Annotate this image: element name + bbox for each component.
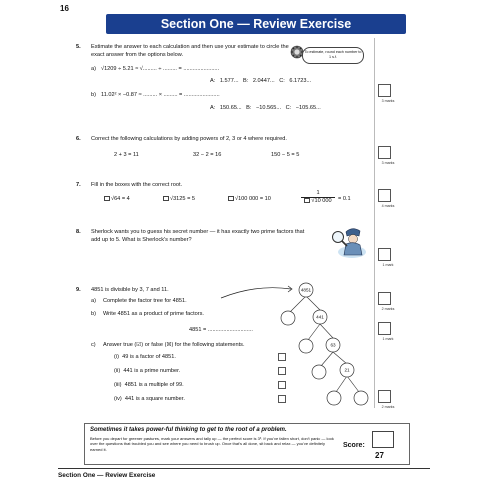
tree-label-n2: 63	[330, 342, 336, 348]
root-answer-box[interactable]	[104, 196, 110, 201]
marks-box-q9b[interactable]	[378, 322, 391, 335]
marks-box-q9a[interactable]	[378, 292, 391, 305]
bottom-caption: Section One — Review Exercise	[58, 472, 156, 479]
footer-rule	[58, 468, 430, 469]
tree-node-empty	[299, 339, 313, 353]
marks-label-q6: 3 marks	[381, 161, 395, 165]
q9a-text: Complete the factor tree for 4851.	[103, 298, 187, 304]
marks-label-q8: 1 mark	[382, 263, 394, 267]
q5b-options[interactable]: A: 150.65... B: −10.565... C: −105.65...	[210, 105, 321, 111]
q5b-label: b)	[91, 92, 96, 98]
marks-label-q7: 4 marks	[381, 204, 395, 208]
root-answer-box[interactable]	[304, 198, 310, 203]
tree-node-empty	[354, 391, 368, 405]
question-text: 4851 is divisible by 3, 7 and 11.	[91, 287, 169, 293]
section-header: Section One — Review Exercise	[106, 14, 406, 34]
q5b-expression[interactable]: 11.02² × −0.87 ≈ ......... × ......... = .......................	[101, 92, 220, 98]
page-number: 16	[60, 4, 69, 13]
statement-ii: (ii) 441 is a prime number.	[114, 368, 181, 374]
fraction-denominator: √10 000	[301, 197, 335, 204]
q9a-label: a)	[91, 298, 96, 304]
marks-box-q6[interactable]	[378, 146, 391, 159]
marks-box-q7[interactable]	[378, 189, 391, 202]
root-answer-box[interactable]	[228, 196, 234, 201]
marks-box-q9c[interactable]	[378, 390, 391, 403]
fraction-numerator: 1	[316, 190, 320, 196]
factor-tree[interactable]	[276, 280, 376, 420]
workbook-page	[58, 0, 430, 488]
q7-item-3[interactable]: √100 000 = 10	[228, 196, 271, 202]
q7-item-4-fraction[interactable]	[301, 190, 335, 204]
tree-node-empty	[327, 391, 341, 405]
marks-label-q9b: 1 mark	[382, 337, 394, 341]
statement-i: (i) 49 is a factor of 4851.	[114, 354, 176, 360]
q6-item-1[interactable]: 2 + 3 = 11	[114, 152, 139, 158]
q7-item-4-result: = 0.1	[338, 196, 351, 202]
q7-item-1[interactable]: √64 = 4	[104, 196, 130, 202]
q9c-label: c)	[91, 342, 96, 348]
marks-label-q9c: 2 marks	[381, 405, 395, 409]
question-number: 7.	[76, 182, 81, 188]
q9b-text: Write 4851 as a product of prime factors.	[103, 311, 204, 317]
estimate-tip: To estimate, round each number to 1 s.f.	[302, 47, 364, 64]
question-text: Sherlock wants you to guess his secret number — it has exactly two prime factors that add up to 5. What is Sherlock's number?	[91, 229, 305, 243]
tree-label-n1: 441	[316, 314, 324, 320]
question-number: 8.	[76, 229, 81, 235]
sherlock-magnifier-icon	[328, 224, 368, 260]
score-summary-panel	[84, 423, 410, 465]
marks-box-q8[interactable]	[378, 248, 391, 261]
q9b-answer-line[interactable]: 4851 = .............................	[189, 327, 253, 333]
question-text: Correct the following calculations by adding powers of 2, 3 or 4 where required.	[91, 136, 287, 142]
q5a-options[interactable]: A: 1.577... B: 2.0447... C: 6.1723...	[210, 78, 312, 84]
score-total: 27	[375, 451, 384, 460]
question-number: 5.	[76, 44, 81, 50]
q5a-expression[interactable]: √1209 ÷ 5.21 ≈ √......... ÷ ......... = .......................	[101, 66, 220, 72]
tree-node-empty	[312, 365, 326, 379]
question-number: 9.	[76, 287, 81, 293]
footer-body: Before you depart for greener pastures, mark your answers and tally up — the perfect score is 3³. If you've fallen short, don't panic — look over the questions that troubled you and see where you need to brush up. Once that's all done, sit back and relax — you've definitely earned it.	[90, 436, 334, 452]
marks-label-q9a: 2 marks	[381, 307, 395, 311]
q9b-label: b)	[91, 311, 96, 317]
marks-label-q5: 3 marks	[381, 99, 395, 103]
q7-item-2[interactable]: √3125 = 5	[163, 196, 195, 202]
marks-box-q5[interactable]	[378, 84, 391, 97]
statement-iv: (iv) 441 is a square number.	[114, 396, 185, 402]
question-text: Estimate the answer to each calculation and then use your estimate to circle the exact answer from the options below.	[91, 44, 289, 58]
question-number: 6.	[76, 136, 81, 142]
q6-item-2[interactable]: 32 − 2 = 16	[193, 152, 222, 158]
tree-label-root: 4851	[300, 287, 312, 293]
q6-item-3[interactable]: 150 − 5 = 5	[271, 152, 300, 158]
question-text: Fill in the boxes with the correct root.	[91, 182, 183, 188]
score-label: Score:	[343, 442, 365, 449]
tree-label-n3: 21	[344, 367, 350, 373]
score-input-box[interactable]	[372, 431, 394, 448]
footer-title: Sometimes it takes power-ful thinking to get to the root of a problem.	[90, 427, 287, 433]
q9c-text: Answer true (☑) or false (☒) for the following statements.	[103, 342, 245, 348]
tree-node-empty	[281, 311, 295, 325]
q5a-label: a)	[91, 66, 96, 72]
root-answer-box[interactable]	[163, 196, 169, 201]
statement-iii: (iii) 4851 is a multiple of 99.	[114, 382, 184, 388]
